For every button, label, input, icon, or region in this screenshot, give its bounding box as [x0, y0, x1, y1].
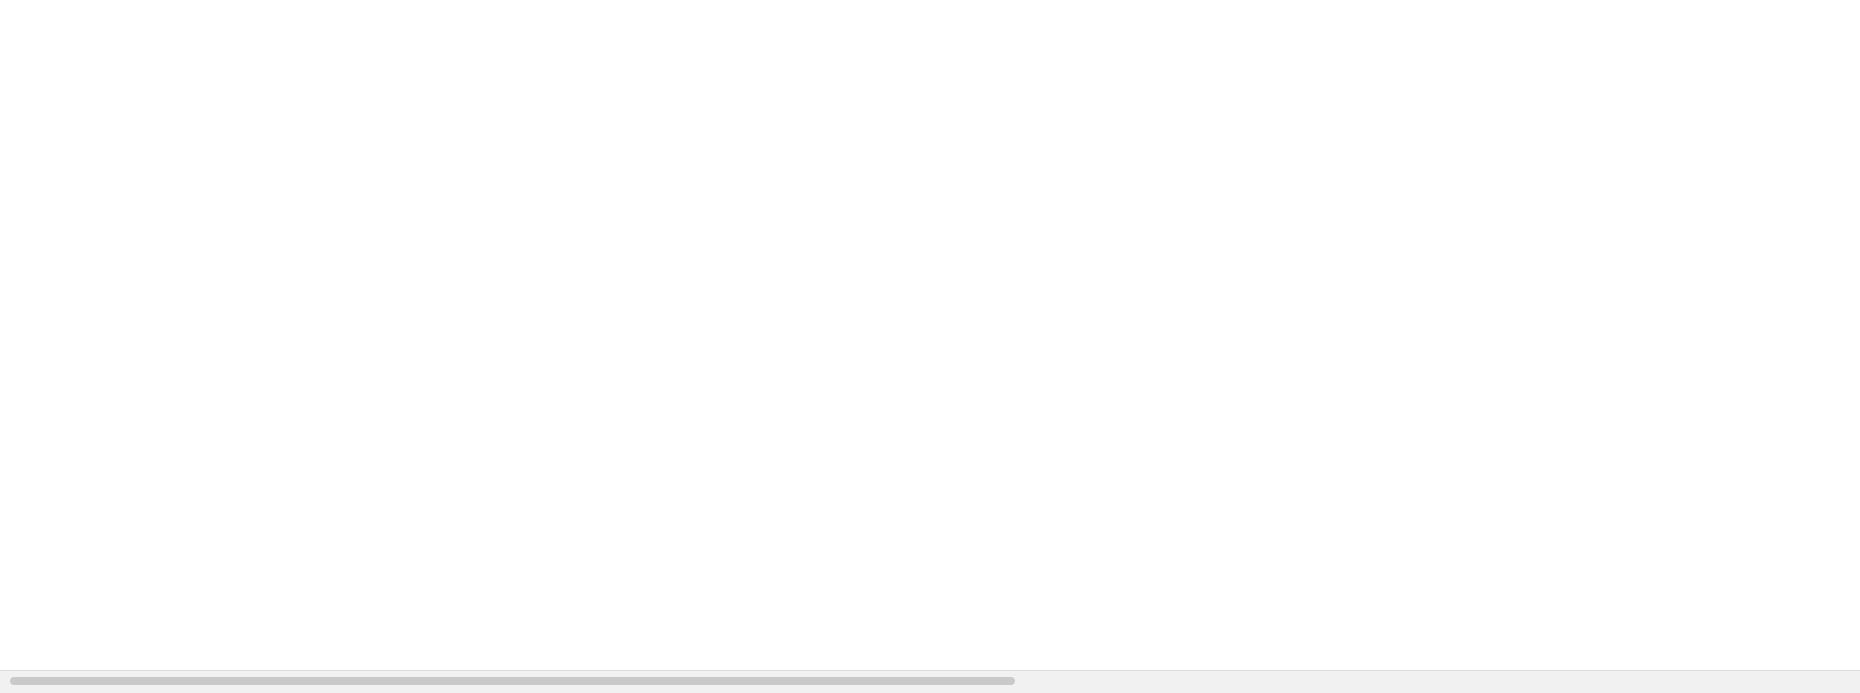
scroll-thumb[interactable] — [10, 677, 1015, 685]
horizontal-scrollbar[interactable] — [0, 670, 1860, 693]
